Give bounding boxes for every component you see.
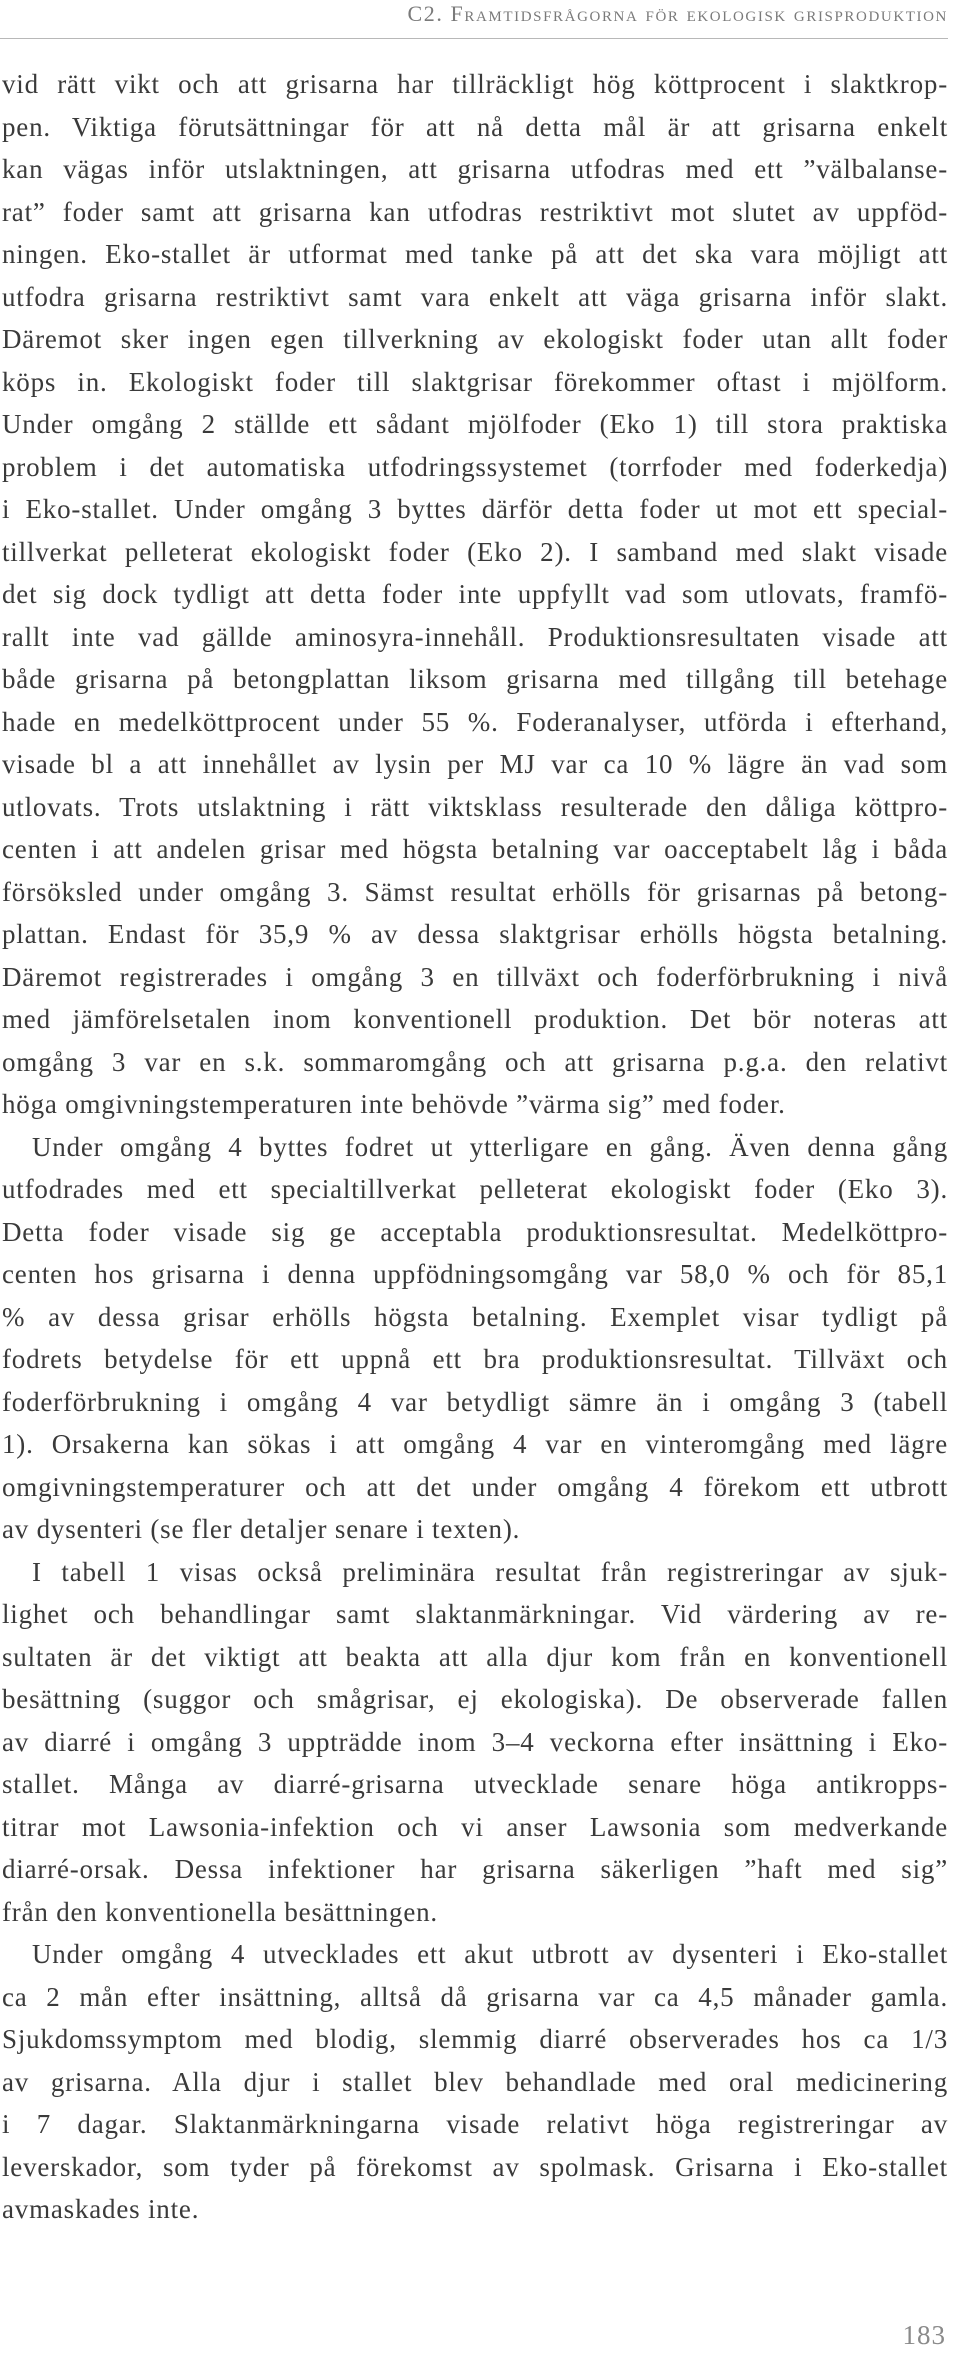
text-line: tillverkat pelleterat ekologiskt foder (Eko 2). I samband med slakt visade xyxy=(2,536,948,567)
text-line: Under omgång 4 byttes fodret ut ytterligare en gång. Även denna gång xyxy=(32,1131,948,1162)
text-line: utfodrades med ett specialtillverkat pelleterat ekologiskt foder (Eko 3). xyxy=(2,1174,948,1204)
text-line: hade en medelköttprocent under 55 %. Foderanalyser, utförda i efterhand, xyxy=(2,706,948,737)
text-line: av dysenteri (se fler detaljer senare i texten). xyxy=(2,1514,521,1544)
text-line: med jämförelsetalen inom konventionell produktion. Det bör noteras att xyxy=(2,1004,948,1034)
text-line: I tabell 1 visas också preliminära resultat från registreringar av sjuk- xyxy=(32,1556,948,1587)
page-number: 183 xyxy=(902,2320,946,2350)
text-line: besättning (suggor och smågrisar, ej ekologiska). De observerade fallen xyxy=(2,1684,948,1714)
text-line: utfodra grisarna restriktivt samt vara enkelt att väga grisarna inför slakt. xyxy=(2,281,948,312)
text-line: avmaskades inte. xyxy=(2,2194,200,2224)
text-line: Under omgång 2 ställde ett sådant mjölfoder (Eko 1) till stora praktiska xyxy=(2,409,948,439)
text-line: Sjukdomssymptom med blodig, slemmig diarré observerades hos ca 1/3 xyxy=(2,2024,948,2054)
text-line: sultaten är det viktigt att beakta att alla djur kom från en konventionell xyxy=(2,1641,948,1672)
text-line: Detta foder visade sig ge acceptabla produktionsresultat. Medelköttpro- xyxy=(2,1216,948,1247)
paragraph xyxy=(2,1933,948,2231)
paragraph xyxy=(2,1551,948,1934)
text-line: rat” foder samt att grisarna kan utfodras restriktivt mot slutet av uppföd- xyxy=(2,196,948,227)
body-text xyxy=(2,63,948,2231)
text-line: omgivningstemperaturer och att det under omgång 4 förekom ett utbrott xyxy=(2,1471,948,1502)
text-line: omgång 3 var en s.k. sommaromgång och att grisarna p.g.a. den relativt xyxy=(2,1046,948,1077)
text-line: 1). Orsakerna kan sökas i att omgång 4 var en vinteromgång med lägre xyxy=(2,1429,948,1459)
text-line: i Eko-stallet. Under omgång 3 byttes därför detta foder ut mot ett special- xyxy=(2,494,948,524)
text-line: leverskador, som tyder på förekomst av spolmask. Grisarna i Eko-stallet xyxy=(2,2151,948,2182)
text-line: köps in. Ekologiskt foder till slaktgrisar förekommer oftast i mjölform. xyxy=(2,366,948,397)
text-line: fodrets betydelse för ett uppnå ett bra produktionsresultat. Tillväxt och xyxy=(2,1344,948,1374)
text-line: ningen. Eko-stallet är utformat med tanke på att det ska vara möjligt att xyxy=(2,239,948,269)
text-line: centen hos grisarna i denna uppfödningsomgång var 58,0 % och för 85,1 xyxy=(2,1259,948,1289)
text-line: visade bl a att innehållet av lysin per MJ var ca 10 % lägre än vad som xyxy=(2,749,948,779)
text-line: från den konventionella besättningen. xyxy=(2,1896,438,1927)
paragraph xyxy=(2,63,948,1126)
text-line: titrar mot Lawsonia-infektion och vi anser Lawsonia som medverkande xyxy=(2,1811,948,1842)
text-line: Däremot sker ingen egen tillverkning av ekologiskt foder utan allt foder xyxy=(2,324,948,354)
paragraph xyxy=(2,1126,948,1551)
text-line: i 7 dagar. Slaktanmärkningarna visade relativt höga registreringar av xyxy=(2,2109,948,2139)
header-rule xyxy=(0,38,948,39)
text-line: vid rätt vikt och att grisarna har tillräckligt hög köttprocent i slaktkrop- xyxy=(2,69,948,99)
text-line: ca 2 mån efter insättning, alltså då grisarna var ca 4,5 månader gamla. xyxy=(2,1981,948,2012)
text-line: problem i det automatiska utfodringssystemet (torrfoder med foderkedja) xyxy=(2,451,948,482)
text-line: utlovats. Trots utslaktning i rätt viktsklass resulterade den dåliga köttpro- xyxy=(2,791,948,822)
text-line: centen i att andelen grisar med högsta betalning var oacceptabelt låg i båda xyxy=(2,834,948,864)
text-line: av diarré i omgång 3 uppträdde inom 3–4 veckorna efter insättning i Eko- xyxy=(2,1726,948,1757)
text-line: Däremot registrerades i omgång 3 en tillväxt och foderförbrukning i nivå xyxy=(2,961,948,992)
text-line: både grisarna på betongplattan liksom grisarna med tillgång till betehage xyxy=(2,664,948,694)
text-line: pen. Viktiga förutsättningar för att nå detta mål är att grisarna enkelt xyxy=(2,111,948,142)
text-line: plattan. Endast för 35,9 % av dessa slaktgrisar erhölls högsta betalning. xyxy=(2,919,948,949)
text-line: % av dessa grisar erhölls högsta betalning. Exemplet visar tydligt på xyxy=(2,1301,948,1332)
text-line: höga omgivningstemperaturen inte behövde ”värma sig” med foder. xyxy=(2,1089,786,1119)
text-line: försöksled under omgång 3. Sämst resultat erhölls för grisarnas på betong- xyxy=(2,876,948,907)
text-line: rallt inte vad gällde aminosyra-innehåll. Produktionsresultaten visade att xyxy=(2,621,948,652)
text-line: av grisarna. Alla djur i stallet blev behandlade med oral medicinering xyxy=(2,2066,948,2097)
text-line: lighet och behandlingar samt slaktanmärkningar. Vid värdering av re- xyxy=(2,1599,948,1629)
text-line: diarré-orsak. Dessa infektioner har grisarna säkerligen ”haft med sig” xyxy=(2,1854,948,1884)
text-line: stallet. Många av diarré-grisarna utvecklade senare höga antikropps- xyxy=(2,1769,948,1799)
text-line: kan vägas inför utslaktningen, att grisarna utfodras med ett ”välbalanse- xyxy=(2,154,948,184)
running-head: C2. Framtidsfrågorna för ekologisk grisproduktion xyxy=(407,1,948,26)
text-line: det sig dock tydligt att detta foder inte uppfyllt vad som utlovats, framfö- xyxy=(2,579,948,609)
text-line: Under omgång 4 utvecklades ett akut utbrott av dysenteri i Eko-stallet xyxy=(32,1939,948,1969)
text-line: foderförbrukning i omgång 4 var betydligt sämre än i omgång 3 (tabell xyxy=(2,1386,948,1417)
